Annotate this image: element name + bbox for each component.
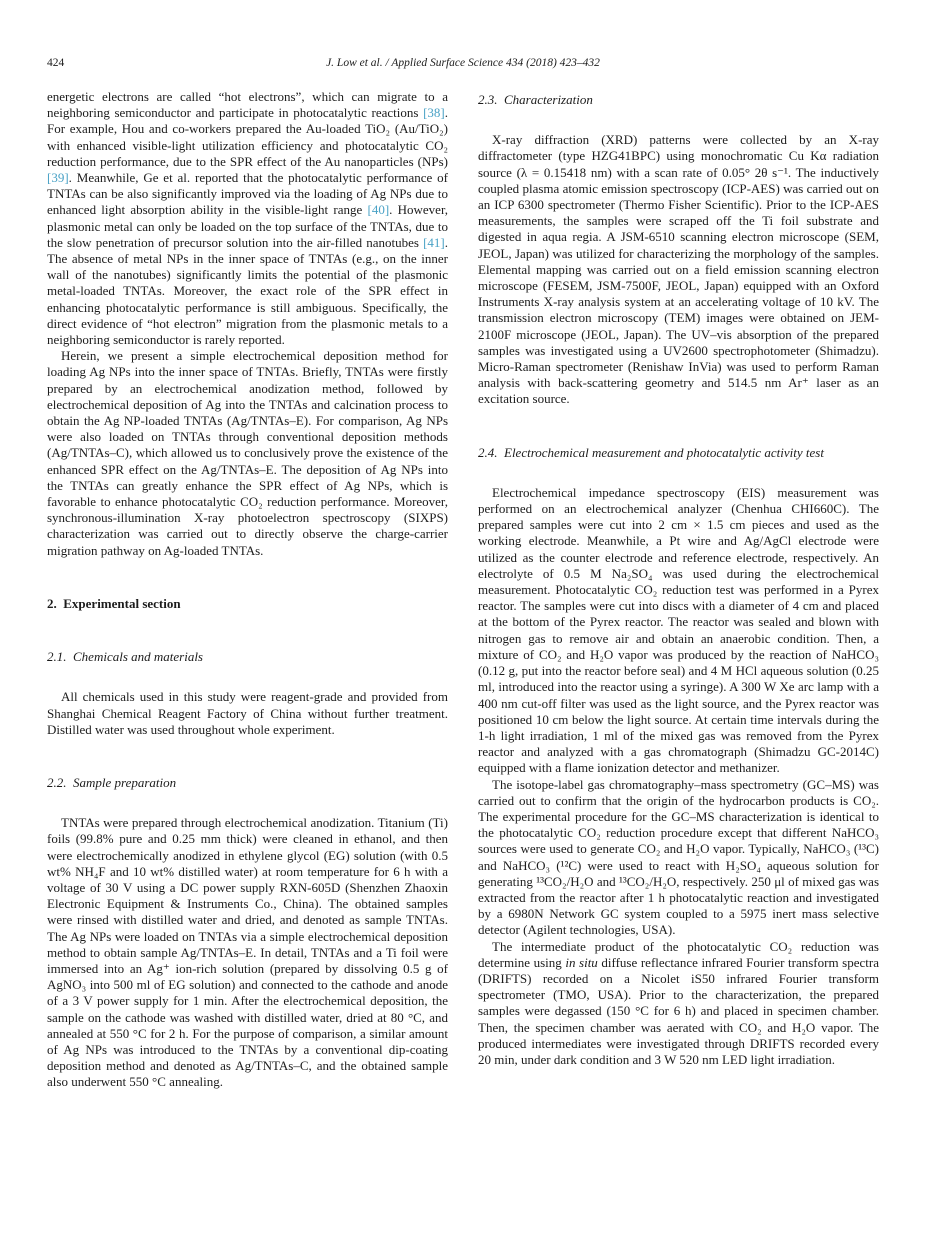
right-column bbox=[478, 89, 879, 1068]
left-column bbox=[47, 89, 448, 1091]
paragraph-intermediate bbox=[478, 939, 879, 1069]
text-segment: . The absence of metal NPs in the inner space of TNTAs (e.g., on the inner wall of the nanotubes) significantly limits the potential of the plasmonic metal-loaded TNTAs. Moreover, the exact role of the SPR effect in enhancing photocatalytic performance is still ambiguous. Specifically, the direct evidence of “hot electron” migration from the plasmonic metals to a neighboring semiconductor is rarely reported. bbox=[47, 234, 448, 348]
paragraph-electrochemical: Electrochemical impedance spectroscopy (EIS) measurement was performed on an electrochemical analyzer (Chenhua CHI660C). The prepared samples were cut into 2 cm × 1.5 cm pieces and used as the working electrode. Meanwhile, a Pt wire and Ag/AgCl electrode were utilized as the counter electrode and reference electrode, respectively. An electrolyte of 0.5 M Na₂SO₄ was used during the electrochemical measurement. Photocatalytic CO₂ reduction test was performed in a Pyrex reactor. The samples were cut into discs with a diameter of 4 cm and placed at the bottom of the Pyrex reactor. The reactor was sealed and blown with nitrogen gas to remove air and obtain an anaerobic condition. Then, a mixture of CO₂ and H₂O vapor was produced by the reaction of NaHCO₃ (0.12 g, put into the reactor before seal) and 4 M HCl aqueous solution (0.25 ml, introduced into the reactor using a syringe). A 300 W Xe arc lamp with a 400 nm cut-off filter was used as the light source, and the Pyrex reactor was positioned 10 cm below the light source. At certain time intervals during the 1-h light irradiation, 1 ml of the mixed gas was removed from the Pyrex reactor and analyzed with a gas chromatograph (Shimadzu GC-2014C) equipped with a flame ionization detector and methanizer. bbox=[478, 484, 879, 776]
page-number: 424 bbox=[47, 57, 65, 69]
paragraph-intro-continuation bbox=[47, 89, 448, 348]
paragraph-isotope: The isotope-label gas chromatography–mass spectrometry (GC–MS) was carried out to confirm that the origin of the hydrocarbon products is CO₂. The experimental procedure for the GC–MS characterization is identical to the photocatalytic CO₂ reduction procedure except that different NaHCO₃ sources were used to generate CO₂ and H₂O vapor. Typically, NaHCO₃ (¹³C) and NaHCO₃ (¹²C) were used to react with H₂SO₄ aqueous solution for generating ¹³CO₂/H₂O and ¹³CO₂/H₂O, respectively. 250 μl of mixed gas was extracted from the reactor after 1 h photocatalytic reaction and investigated by a 6980N Network GC system coupled to a 5975 inert mass selective detector (Agilent technologies, USA). bbox=[478, 776, 879, 938]
paragraph-herein: Herein, we present a simple electrochemical deposition method for loading Ag NPs into the inner space of TNTAs. Briefly, TNTAs were firstly prepared by an electrochemical anodization method, followed by electrochemical deposition of Ag into the TNTAs and calcination process to obtain the Ag NP-loaded TNTAs (Ag/TNTAs–E). For comparison, Ag NPs were also loaded on TNTAs through conventional deposition methods (Ag/TNTAs–C), which allowed us to conclusively prove the existence of the enhanced SPR effect on the Ag/TNTAs–E. The deposition of Ag NPs into the TNTAs can greatly enhance the SPR effect of Ag NPs, which is favorable to enhance photocatalytic CO₂ reduction performance. Moreover, synchronous-illumination X-ray photoelectron spectroscopy (SIXPS) characterization was carried out to directly observe the charge-carrier migration pathway on Ag-loaded TNTAs. bbox=[47, 348, 448, 558]
text-segment: The intermediate product of the photocatalytic CO₂ reduction was determine using bbox=[478, 938, 879, 970]
text-segment: . For example, Hou and co-workers prepared the Au-loaded TiO₂ (Au/TiO₂) with enhanced visible-light utilization efficiency and photocatalytic CO₂ reduction performance, due to the SPR effect of the Au nanoparticles (NPs) bbox=[47, 105, 448, 169]
subsection-heading-chemicals: 2.1. Chemicals and materials bbox=[47, 649, 203, 665]
paragraph-sample-preparation: TNTAs were prepared through electrochemical anodization. Titanium (Ti) foils (99.8% pure and 0.25 mm thick) were cleaned in ethanol, and then were electrochemically anodized in ethylene glycol (EG) solution (with 0.5 wt% NH₄F and 10 wt% distilled water) at room temperature for 6 h with a voltage of 30 V using a DC power supply RXN-605D (Shenzhen Zhaoxin Electronic Equipment & Instruments Co., China). The obtained samples were rinsed with distilled water and dried, and denoted as sample TNTAs. The Ag NPs were loaded on TNTAs via a simple electrochemical deposition method to obtain sample Ag/TNTAs–E. In detail, TNTAs and a Ti foil were immersed into an Ag⁺ ion-rich solution (prepared by dissolving 0.5 g of AgNO₃ into 500 ml of EG solution) and connected to the cathode and anode of a 3 V power supply for 1 min. After the electrochemical deposition, the sample on the cathode was washed with distilled water, dried at 80 °C, and annealed at 550 °C for 2 h. For the purpose of comparison, a similar amount of Ag NPs was introduced to the TNTAs by a conventional dip-coating deposition method and denoted as Ag/TNTAs–C, and the obtained sample also underwent 550 °C annealing. bbox=[47, 815, 448, 1090]
paragraph-chemicals: All chemicals used in this study were reagent-grade and provided from Shanghai Chemical Reagent Factory of China without further treatment. Distilled water was used throughout whole experiment. bbox=[47, 689, 448, 737]
page-header bbox=[47, 56, 879, 72]
section-heading-experimental: 2. Experimental section bbox=[47, 595, 181, 611]
text-segment: . Meanwhile, Ge et al. reported that the photocatalytic performance of TNTAs can be also significantly improved via the loading of Ag NPs due to enhanced light absorption ability in the visible-light range bbox=[47, 170, 448, 218]
running-head: J. Low et al. / Applied Surface Science 434 (2018) 423–432 bbox=[326, 57, 600, 69]
subsection-heading-sample-preparation: 2.2. Sample preparation bbox=[47, 774, 177, 790]
text-segment: diffuse reflectance infrared Fourier transform spectra (DRIFTS) recorded on a Nicolet iS50 infrared Fourier transform spectrometer (TMO, USA). Prior to the characterization, the prepared samples were degassed (150 °C for 6 h) and placed in specimen chamber. Then, the specimen chamber was aerated with CO₂ and H₂O vapor. The produced intermediates were investigated through DRIFTS recorded every 20 min, under dark condition and 3 W 520 nm LED light irradiation. bbox=[478, 954, 879, 1067]
two-column-body bbox=[47, 89, 879, 1091]
paragraph-characterization: X-ray diffraction (XRD) patterns were collected by an X-ray diffractometer (type HZG41BPC) using monochromatic Cu Kα radiation source (λ = 0.15418 nm) with a scan rate of 0.05° 2θ s⁻¹. The inductively coupled plasma atomic emission spectroscopy (ICP-AES) was carried out on an ICP 6300 spectrometer (Thermo Fisher Scientific). Prior to the ICP-AES measurements, the samples were scraped off the Ti foil substrate and digested in aqua regia. A JSM-6510 scanning electron microscope (SEM, JEOL, Japan) was utilized for characterizing the morphology of the samples. Elemental mapping was carried out on a field emission scanning electron microscope (FESEM, JSM-7500F, JEOL, Japan) equipped with an Oxford Instruments X-ray analysis system at an accelerating voltage of 10 kV. The transmission electron microscopy (TEM) images were obtained on JEM-2100F microscope (JEOL, Japan). The UV–vis absorption of the prepared samples was investigated using a UV2600 spectrophotometer (Shimadzu). Micro-Raman spectrometer (Renishaw InVia) was used to perform Raman analysis with back-scattering geometry and 514.5 nm Ar⁺ laser as an excitation source. bbox=[478, 132, 879, 407]
subsection-heading-electrochemical: 2.4. Electrochemical measurement and photocatalytic activity test bbox=[478, 444, 824, 460]
citation-link[interactable]: [38] bbox=[423, 105, 445, 121]
text-segment: . However, plasmonic metal can only be loaded on the top surface of the TNTAs, due to the slow penetration of precursor solution into the air-filled nanotubes bbox=[47, 202, 449, 250]
citation-link[interactable]: [39] bbox=[47, 170, 69, 186]
text-segment: energetic electrons are called “hot electrons”, which can migrate to a neighboring semiconductor and participate in photocatalytic reactions bbox=[47, 89, 448, 121]
subsection-heading-characterization: 2.3. Characterization bbox=[478, 92, 593, 107]
citation-link[interactable]: [40] bbox=[367, 202, 390, 218]
italic-text: in situ bbox=[565, 954, 598, 970]
citation-link[interactable]: [41] bbox=[423, 234, 445, 250]
